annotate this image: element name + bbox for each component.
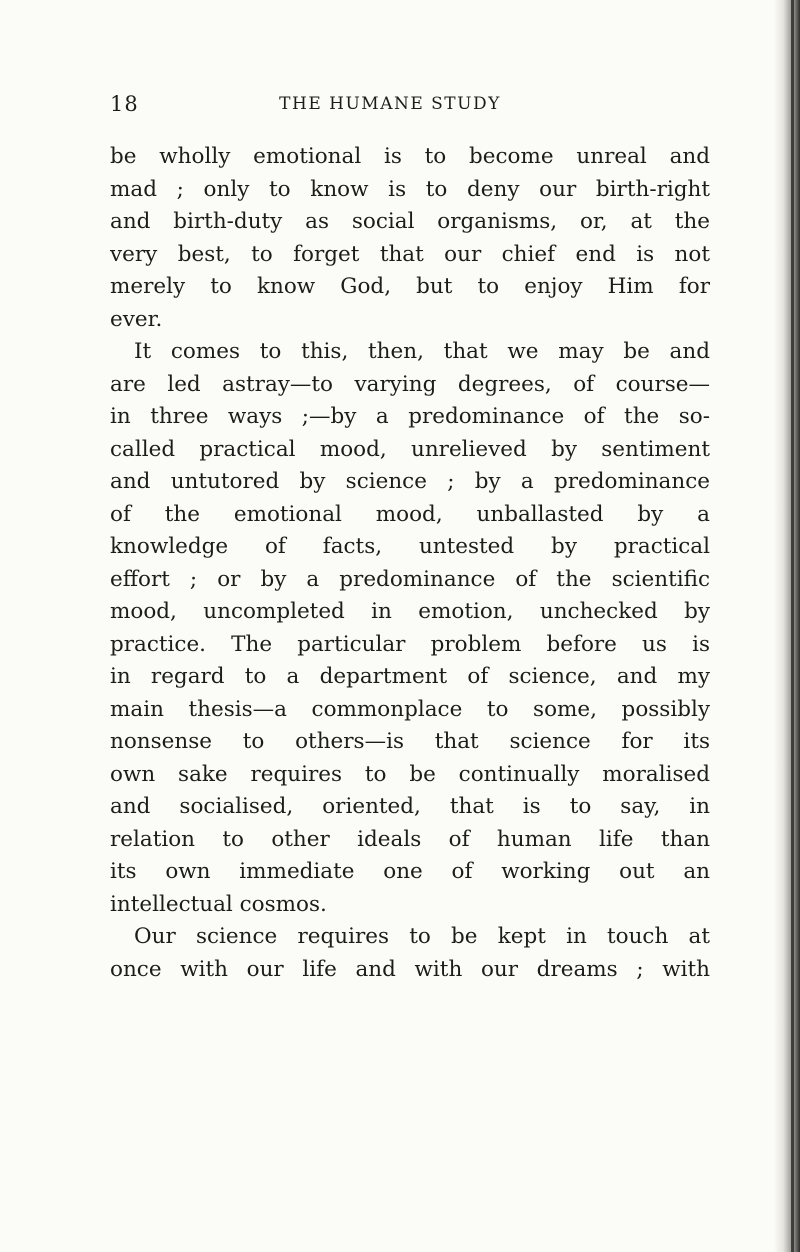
text-line: very best, to forget that our chief end is not — [110, 241, 710, 267]
page-header — [110, 92, 710, 120]
text-line: are led astray—to varying degrees, of course— — [110, 371, 710, 397]
page-number: 18 — [110, 92, 139, 116]
text-line: main thesis—a commonplace to some, possibly — [110, 696, 710, 722]
text-line: own sake requires to be continually moralised — [110, 761, 710, 787]
running-title: THE HUMANE STUDY — [279, 94, 501, 114]
text-line: and untutored by science ; by a predominance — [110, 469, 710, 494]
text-line: knowledge of facts, untested by practical — [110, 534, 710, 559]
paragraph-start-line: It comes to this, then, that we may be and — [134, 339, 710, 364]
text-line: mad ; only to know is to deny our birth-right — [110, 176, 710, 202]
text-line: ever. — [110, 306, 163, 332]
text-line: intellectual cosmos. — [110, 891, 327, 917]
text-line: in regard to a department of science, and my — [110, 664, 710, 689]
text-line: mood, uncompleted in emotion, unchecked by — [110, 599, 710, 624]
text-line: and birth-duty as social organisms, or, at the — [110, 209, 710, 234]
text-line: once with our life and with our dreams ; with — [110, 956, 710, 982]
text-line: merely to know God, but to enjoy Him for — [110, 274, 710, 299]
text-line: be wholly emotional is to become unreal and — [110, 144, 710, 169]
text-line: its own immediate one of working out an — [110, 859, 710, 884]
text-line: and socialised, oriented, that is to say, in — [110, 794, 710, 819]
text-line: called practical mood, unrelieved by sentiment — [110, 436, 710, 462]
body-text — [110, 141, 710, 986]
page-edge-line — [791, 0, 794, 1252]
text-line: in three ways ;—by a predominance of the so- — [110, 404, 710, 429]
text-line: of the emotional mood, unballasted by a — [110, 501, 710, 527]
page-edge-shadow — [774, 0, 800, 1252]
paragraph-start-line: Our science requires to be kept in touch at — [134, 924, 710, 949]
text-line: effort ; or by a predominance of the scientific — [110, 566, 710, 592]
text-line: practice. The particular problem before us is — [110, 631, 710, 657]
text-line: relation to other ideals of human life than — [110, 826, 710, 852]
text-line: nonsense to others—is that science for its — [110, 729, 710, 754]
